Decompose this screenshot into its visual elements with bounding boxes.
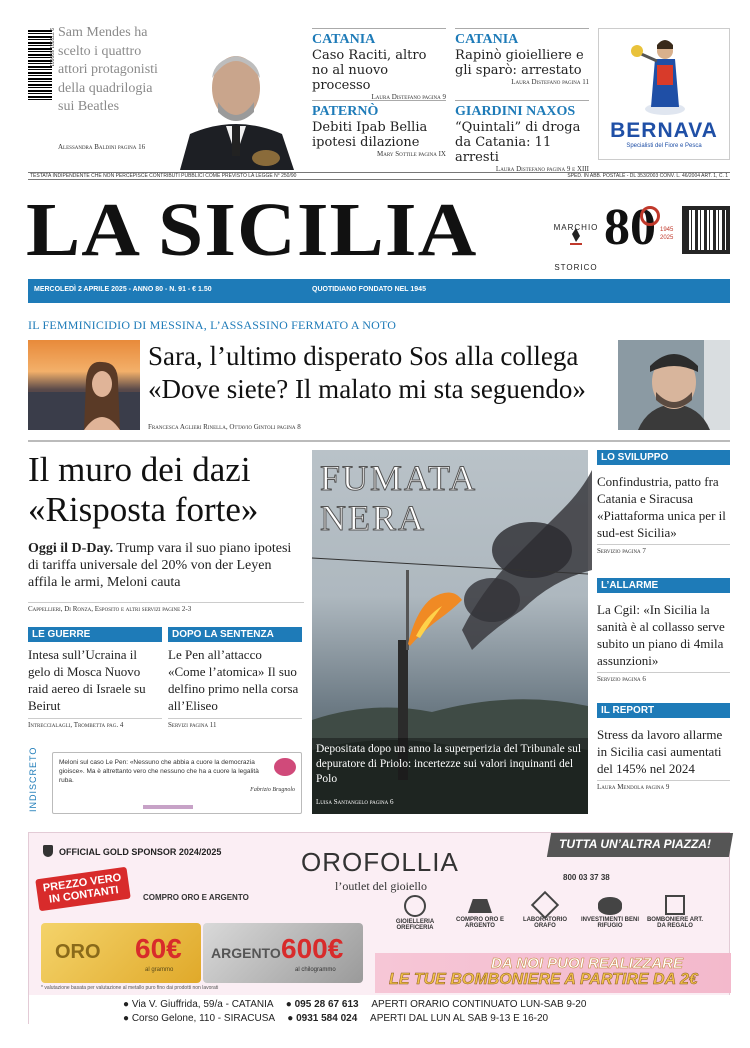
teaser-kicker: CATANIA xyxy=(312,32,376,47)
dazi-body-text: Trump vara il suo piano ipotesi di tariffa universale del 20% von der Leyen affila le armi, Meloni cauta xyxy=(28,541,292,590)
promo-line-1: DA NOI PUOI REALIZZARE xyxy=(491,955,683,972)
argento-unit: al chilogrammo xyxy=(295,967,336,973)
qr-code[interactable] xyxy=(682,206,730,254)
teaser-byline: Mary Sottile pagina IX xyxy=(377,150,446,158)
suspect-photo xyxy=(618,340,730,430)
gift-icon xyxy=(665,895,685,915)
bernava-brand: BERNAVA xyxy=(610,119,718,142)
dazi-body xyxy=(28,540,304,591)
mendes-photo xyxy=(170,26,302,170)
service-investimenti xyxy=(580,895,640,945)
teaser-kicker: CATANIA xyxy=(455,32,519,47)
promo-line-2: LE TUE BOMBONIERE A PARTIRE DA 2€ xyxy=(389,971,698,988)
oro-unit: al grammo xyxy=(145,967,174,973)
sentenza-box[interactable] xyxy=(168,627,302,729)
teaser-title: Rapinò gioielliere e gli sparò: arrestato xyxy=(455,48,584,78)
mendes-teaser[interactable] xyxy=(58,24,170,117)
right-report[interactable] xyxy=(597,703,730,791)
teaser-byline: Laura Distefano pagina 9 xyxy=(371,93,446,101)
eighty-years: 1945 2025 xyxy=(660,227,674,241)
legal-left: TESTATA INDIPENDENTE CHE NON PERCEPISCE CONTRIBUTI PUBBLICI COME PREVISTO LA LEGGE N° 250/90 xyxy=(30,173,297,179)
fine-print: * valutazione basata per valutazione al metallo puro fino dai prodotti non lavorati xyxy=(41,985,219,991)
teaser-catania-rapina[interactable] xyxy=(455,28,589,86)
dazi-headline-2: «Risposta forte» xyxy=(28,490,259,529)
oro-label: ORO xyxy=(55,941,101,963)
report-text: Stress da lavoro allarme in Sicilia casi aumentati del 145% nel 2024 xyxy=(597,727,723,776)
argento-label: ARGENTO xyxy=(211,945,281,961)
gold-bar-icon xyxy=(468,899,492,913)
lead-headline[interactable] xyxy=(148,340,608,406)
address-catania: Via V. Giuffrida, 59/a - CATANIA xyxy=(131,999,274,1010)
service-bomboniere xyxy=(645,895,705,945)
address-siracusa: Corso Gelone, 110 - SIRACUSA xyxy=(131,1013,275,1024)
prezzo-badge: PREZZO VERO IN CONTANTI xyxy=(35,867,131,911)
service-gioielleria xyxy=(385,895,445,945)
bernava-figure-icon xyxy=(599,29,729,117)
teaser-catania-raciti[interactable] xyxy=(312,28,446,101)
orofollia-sub: l’outlet del gioiello xyxy=(335,879,427,893)
right-allarme[interactable] xyxy=(597,578,730,683)
teaser-kicker: PATERNÒ xyxy=(312,104,379,119)
sentenza-byline: Servizi pagina 11 xyxy=(168,718,302,729)
fumata-title-1: FUMATA xyxy=(320,458,478,498)
address-row-2 xyxy=(123,1013,548,1024)
eighty-logo: 80 xyxy=(604,199,656,256)
argento-panel xyxy=(203,923,363,983)
teaser-byline: Laura Distefano pagina 9 e XIII xyxy=(495,165,589,173)
fumata-title-2: NERA xyxy=(320,498,426,538)
dazi-headline-1: Il muro dei dazi xyxy=(28,450,251,489)
sentenza-label: DOPO LA SENTENZA xyxy=(168,627,302,642)
right-sviluppo[interactable] xyxy=(597,450,730,555)
address-row-1 xyxy=(123,999,586,1010)
compro-oro: COMPRO ORO E ARGENTO xyxy=(143,893,249,902)
dazi-byline: Cappellieri, Di Ronza, Esposito e altri servizi pagine 2-3 xyxy=(28,602,304,613)
barcode-number: 9 770391 500001 xyxy=(48,28,54,67)
lead-headline-1: Sara, l’ultimo disperato Sos alla collega xyxy=(148,341,579,371)
allarme-text: La Cgil: «In Sicilia la sanità è al collasso serve subito un piano di 4mila assunzioni» xyxy=(597,602,725,668)
fumata-photo[interactable] xyxy=(312,450,588,814)
fumata-byline: Luisa Santangelo pagina 6 xyxy=(316,798,394,806)
date-line: MERCOLEDÌ 2 APRILE 2025 - ANNO 80 - N. 91 - € 1.50 xyxy=(34,286,212,293)
report-byline: Laura Mendola pagina 9 xyxy=(597,780,730,791)
service-label: COMPRO ORO E ARGENTO xyxy=(455,917,504,929)
teaser-byline: Laura Distefano pagina 11 xyxy=(511,78,589,86)
service-label: BOMBONIERE ART. DA REGALO xyxy=(646,917,704,929)
teaser-title: Debiti Ipab Bellia ipotesi dilazione xyxy=(312,120,428,150)
phone-icon: ● xyxy=(285,999,292,1010)
location-pin-icon: ● xyxy=(123,1013,130,1024)
sara-photo xyxy=(28,340,140,430)
bernava-ad[interactable] xyxy=(598,28,730,160)
teaser-giardini-naxos[interactable] xyxy=(455,100,589,173)
hours-catania: APERTI ORARIO CONTINUATO LUN-SAB 9-20 xyxy=(371,999,587,1010)
indiscreto-text: Meloni sul caso Le Pen: «Nessuno che abbia a cuore la democrazia gioisce». Ma è altrettanto vero che nessuno che ha a cuore la legalità ruba. xyxy=(59,759,259,784)
bernava-tagline: Specialisti del Fiore e Pesca xyxy=(626,143,702,149)
guerre-text: Intesa sull’Ucraina il gelo di Mosca Nuovo raid aereo di Israele su Beirut xyxy=(28,647,146,713)
service-label: INVESTIMENTI BENI RIFUGIO xyxy=(580,917,639,929)
masthead-title[interactable]: LA SICILIA xyxy=(26,188,478,272)
argento-price: 600€ xyxy=(281,933,344,964)
section-rule xyxy=(28,440,730,442)
lead-byline: Francesca Aglieri Rinella, Ottavio Gintoli pagina 8 xyxy=(148,423,301,431)
date-bar xyxy=(28,279,730,303)
guerre-label: LE GUERRE xyxy=(28,627,162,642)
location-pin-icon: ● xyxy=(123,999,130,1010)
orofollia-brand: OROFOLLIA xyxy=(301,847,459,877)
dazi-headline[interactable] xyxy=(28,450,304,530)
dazi-lead-bold: Oggi il D-Day. xyxy=(28,541,114,556)
service-label: GIOIELLERIA OREFICERIA xyxy=(395,919,435,931)
guerre-byline: Intreccialagli, Trombetta pag. 4 xyxy=(28,718,162,729)
fumata-caption: Depositata dopo un anno la superperizia del Tribunale sul depuratore di Priolo: incertezze sui valori inquinanti del Polo xyxy=(316,743,582,785)
marchio-storico-logo xyxy=(546,204,606,272)
sentenza-text: Le Pen all’attacco «Come l’atomica» Il suo delfino primo nella corsa all’Eliseo xyxy=(168,647,299,713)
legal-bar xyxy=(28,172,730,180)
allarme-label: L’ALLARME xyxy=(597,578,730,593)
phone-catania[interactable]: 095 28 67 613 xyxy=(294,999,359,1010)
sviluppo-label: LO SVILUPPO xyxy=(597,450,730,465)
service-compro xyxy=(450,895,510,945)
teaser-paterno[interactable] xyxy=(312,100,446,158)
guerre-box[interactable] xyxy=(28,627,162,729)
indiscreto-box[interactable] xyxy=(52,752,302,814)
teaser-title: Caso Raciti, altro no al nuovo processo xyxy=(312,48,427,93)
mendes-byline: Alessandra Baldini pagina 16 xyxy=(58,143,146,151)
indiscreto-underline xyxy=(143,805,193,809)
sviluppo-text: Confindustria, patto fra Catania e Siracusa «Piattaforma unica per il sud-est Sicilia» xyxy=(597,474,726,540)
indiscreto-signature: Fabrizio Brugnolo xyxy=(250,787,295,793)
sponsor-line: OFFICIAL GOLD SPONSOR 2024/2025 xyxy=(59,847,222,857)
lead-headline-2: «Dove siete? Il malato mi sta seguendo» xyxy=(148,374,586,404)
indiscreto-avatar xyxy=(274,758,296,776)
service-label: LABORATORIO ORAFO xyxy=(522,917,568,929)
sviluppo-byline: Servizio pagina 7 xyxy=(597,544,730,555)
mendes-text: Sam Mendes ha scelto i quattro attori protagonisti della quadrilogia sui Beatles xyxy=(58,25,158,114)
teaser-title: “Quintali” di droga da Catania: 11 arresti xyxy=(455,120,581,165)
indiscreto-label: INDISCRETO xyxy=(28,746,38,812)
oro-panel xyxy=(41,923,201,983)
teaser-kicker: GIARDINI NAXOS xyxy=(455,104,576,119)
ring-icon xyxy=(404,895,426,917)
free-phone[interactable]: 800 03 37 38 xyxy=(563,873,610,882)
phone-siracusa[interactable]: 0931 584 024 xyxy=(296,1013,358,1024)
oro-price: 60€ xyxy=(135,933,182,964)
phone-icon: ● xyxy=(287,1013,294,1024)
report-label: IL REPORT xyxy=(597,703,730,718)
orofollia-ad[interactable] xyxy=(28,832,730,1024)
marchio-text: MARCHIO STORICO xyxy=(553,223,599,272)
tutta-text: TUTTA UN’ALTRA PIAZZA! xyxy=(559,837,711,851)
allarme-byline: Servizio pagina 6 xyxy=(597,672,730,683)
founded-line: QUOTIDIANO FONDATO NEL 1945 xyxy=(312,286,426,293)
hours-siracusa: APERTI DAL LUN AL SAB 9-13 E 16-20 xyxy=(370,1013,549,1024)
tools-icon xyxy=(531,891,559,919)
service-icons xyxy=(385,895,705,945)
legal-right: SPED. IN ABB. POSTALE - DL 353/2003 CONV. L. 46/2004 ART. 1, C. 1 xyxy=(567,173,728,179)
sponsor-shield-icon xyxy=(43,845,53,857)
service-laboratorio xyxy=(515,895,575,945)
lead-kicker: IL FEMMINICIDIO DI MESSINA, L’ASSASSINO FERMATO A NOTO xyxy=(28,318,397,332)
coins-icon xyxy=(598,897,622,915)
eighty-ring-icon xyxy=(640,206,660,226)
